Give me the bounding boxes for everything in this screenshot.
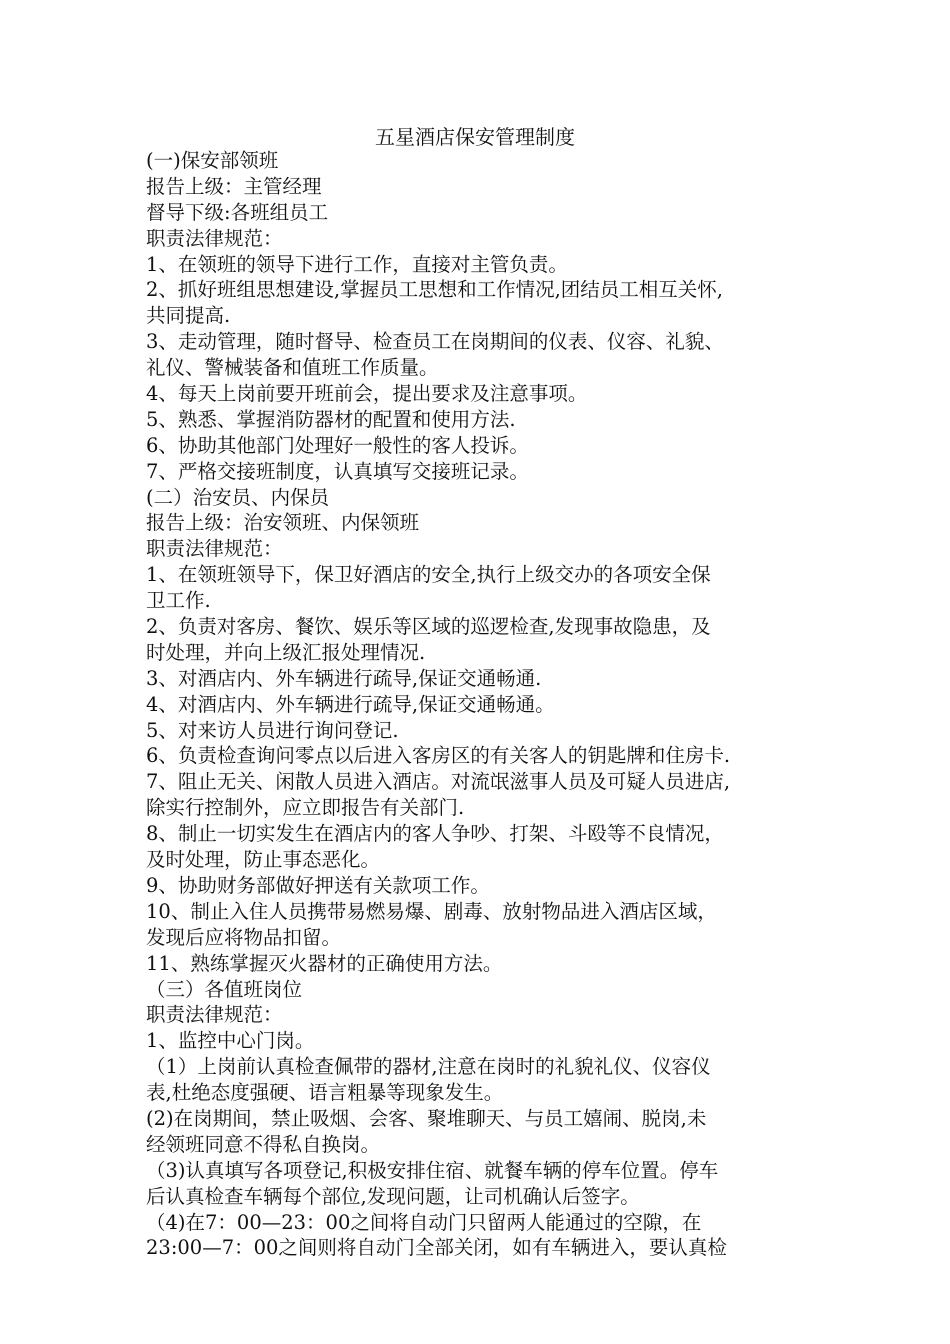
text-line: 职责法律规范： (146, 226, 283, 250)
document-body (146, 148, 826, 1261)
text-line: 7、阻止无关、闲散人员进入酒店。对流氓滋事人员及可疑人员进店, (146, 770, 731, 794)
text-line: 4、对酒店内、外车辆进行疏导,保证交通畅通。 (146, 692, 555, 716)
text-line: 经领班同意不得私自换岗。 (146, 1132, 381, 1156)
text-line: 发现后应将物品扣留。 (146, 925, 342, 949)
text-line: 报告上级：主管经理 (146, 174, 322, 198)
text-line: （3)认真填写各项登记,积极安排住宿、就餐车辆的停车位置。停车 (146, 1158, 719, 1182)
text-line: 9、协助财务部做好押送有关款项工作。 (146, 873, 490, 897)
text-line: 职责法律规范： (146, 1003, 283, 1027)
text-line: 6、协助其他部门处理好一般性的客人投诉。 (146, 433, 529, 457)
text-line: 礼仪、警械装备和值班工作质量。 (146, 356, 439, 380)
text-line: 2、负责对客房、餐饮、娱乐等区域的巡逻检查,发现事故隐患，及 (146, 615, 711, 639)
text-line: 督导下级:各班组员工 (146, 200, 329, 224)
text-line: 职责法律规范： (146, 537, 283, 561)
text-line: 10、制止入住人员携带易燃易爆、剧毒、放射物品进入酒店区域， (146, 899, 717, 923)
text-line: 7、严格交接班制度，认真填写交接班记录。 (146, 459, 529, 483)
text-line: 卫工作. (146, 589, 211, 613)
text-line: 8、制止一切实发生在酒店内的客人争吵、打架、斗殴等不良情况， (146, 822, 724, 846)
text-line: 及时处理，防止事态恶化。 (146, 848, 381, 872)
text-line: (二）治安员、内保员 (146, 485, 330, 509)
text-line: (2)在岗期间，禁止吸烟、会客、聚堆聊天、与员工嬉闹、脱岗,未 (146, 1106, 707, 1130)
text-line: （三）各值班岗位 (146, 977, 303, 1001)
text-line: 后认真检查车辆每个部位,发现问题，让司机确认后签字。 (146, 1184, 640, 1208)
text-line: 共同提高. (146, 304, 231, 328)
text-line: 2、抓好班组思想建设,掌握员工思想和工作情况,团结员工相互关怀, (146, 278, 724, 302)
text-line: (一)保安部领班 (146, 149, 279, 172)
text-line: 3、走动管理，随时督导、检查员工在岗期间的仪表、仪容、礼貌、 (146, 330, 724, 354)
text-line: 除实行控制外，应立即报告有关部门. (146, 796, 465, 820)
text-line: 表,杜绝态度强硬、语言粗暴等现象发生。 (146, 1081, 504, 1105)
text-line: （1）上岗前认真检查佩带的器材,注意在岗时的礼貌礼仪、仪容仪 (146, 1055, 711, 1079)
text-line: 时处理，并向上级汇报处理情况. (146, 640, 426, 664)
text-line: 11、熟练掌握灭火器材的正确使用方法。 (146, 951, 503, 975)
text-line: 4、每天上岗前要开班前会，提出要求及注意事项。 (146, 382, 588, 406)
text-line: 3、对酒店内、外车辆进行疏导,保证交通畅通. (146, 666, 542, 690)
text-line: 1、在领班的领导下进行工作，直接对主管负责。 (146, 252, 568, 276)
text-line: 23:00—7：00之间则将自动门全部关闭，如有车辆进入，要认真检 (146, 1236, 727, 1260)
text-line: 6、负责检查询问零点以后进入客房区的有关客人的钥匙牌和住房卡. (146, 744, 731, 768)
text-line: 5、对来访人员进行询问登记. (146, 718, 399, 742)
text-line: 报告上级：治安领班、内保领班 (146, 511, 420, 535)
text-line: 5、熟悉、掌握消防器材的配置和使用方法. (146, 407, 516, 431)
text-line: （4)在7：00—23：00之间将自动门只留两人能通过的空隙，在 (146, 1210, 702, 1234)
document-title: 五星酒店保安管理制度 (375, 125, 575, 149)
text-line: 1、监控中心门岗。 (146, 1029, 315, 1053)
text-line: 1、在领班领导下，保卫好酒店的安全,执行上级交办的各项安全保 (146, 563, 711, 587)
